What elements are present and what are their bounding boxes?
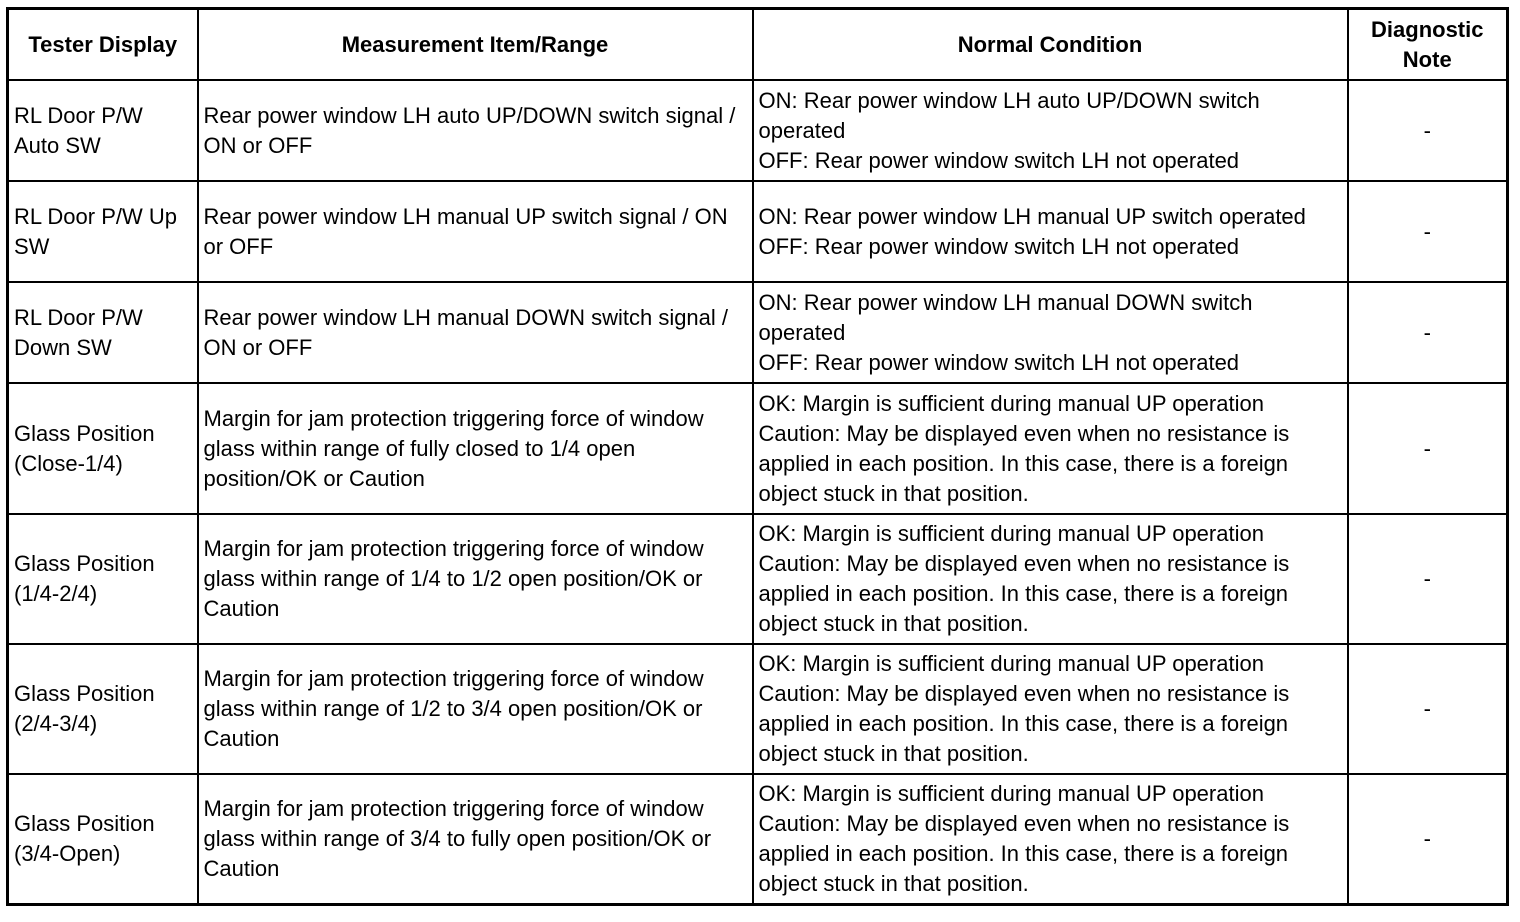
cell-tester-display: Glass Position (1/4-2/4)	[8, 514, 198, 644]
cell-tester-display: RL Door P/W Up SW	[8, 181, 198, 282]
normal-caution-text: Caution: May be displayed even when no resistance is applied in each position. In this case, there is a foreign object stuck in that position.	[758, 811, 1290, 896]
cell-measurement: Rear power window LH manual DOWN switch signal / ON or OFF	[198, 282, 753, 383]
cell-diagnostic-note: -	[1348, 282, 1508, 383]
normal-caution-text: Caution: May be displayed even when no resistance is applied in each position. In this case, there is a foreign object stuck in that position.	[758, 420, 1290, 506]
cell-measurement: Margin for jam protection triggering force of window glass within range of fully closed to 1/4 open position/OK or Caution	[198, 383, 753, 514]
cell-normal-condition	[753, 383, 1348, 514]
cell-tester-display: RL Door P/W Down SW	[8, 282, 198, 383]
cell-normal-condition	[753, 774, 1348, 905]
table-row	[8, 282, 1508, 383]
table-row	[8, 644, 1508, 774]
data-list-table	[6, 7, 1509, 906]
normal-caution-text: Caution: May be displayed even when no resistance is applied in each position. In this case, there is a foreign object stuck in that position.	[758, 551, 1290, 636]
table-row	[8, 774, 1508, 905]
cell-tester-display: Glass Position (3/4-Open)	[8, 774, 198, 905]
cell-diagnostic-note: -	[1348, 644, 1508, 774]
table-row	[8, 80, 1508, 181]
table-body	[8, 80, 1508, 905]
normal-on-text: ON: Rear power window LH auto UP/DOWN switch operated	[758, 87, 1260, 143]
normal-on-text: ON: Rear power window LH manual UP switch operated	[758, 203, 1306, 229]
cell-normal-condition	[753, 282, 1348, 383]
cell-diagnostic-note: -	[1348, 80, 1508, 181]
normal-ok-text: OK: Margin is sufficient during manual UP operation	[758, 781, 1264, 806]
cell-measurement: Margin for jam protection triggering force of window glass within range of 3/4 to fully open position/OK or Caution	[198, 774, 753, 905]
cell-normal-condition	[753, 514, 1348, 644]
cell-tester-display: Glass Position (2/4-3/4)	[8, 644, 198, 774]
header-tester-display: Tester Display	[8, 9, 198, 81]
normal-ok-text: OK: Margin is sufficient during manual UP operation	[758, 521, 1264, 546]
cell-tester-display: RL Door P/W Auto SW	[8, 80, 198, 181]
cell-normal-condition	[753, 644, 1348, 774]
cell-measurement: Rear power window LH auto UP/DOWN switch signal / ON or OFF	[198, 80, 753, 181]
cell-measurement: Margin for jam protection triggering force of window glass within range of 1/4 to 1/2 open position/OK or Caution	[198, 514, 753, 644]
cell-diagnostic-note: -	[1348, 181, 1508, 282]
cell-normal-condition	[753, 181, 1348, 282]
table-header	[8, 9, 1508, 81]
table-row	[8, 181, 1508, 282]
header-normal-condition: Normal Condition	[753, 9, 1348, 81]
header-row	[8, 9, 1508, 81]
normal-on-text: ON: Rear power window LH manual DOWN switch operated	[758, 289, 1253, 345]
table-row	[8, 514, 1508, 644]
cell-normal-condition	[753, 80, 1348, 181]
table-row	[8, 383, 1508, 514]
header-measurement: Measurement Item/Range	[198, 9, 753, 81]
cell-diagnostic-note: -	[1348, 774, 1508, 905]
normal-ok-text: OK: Margin is sufficient during manual UP operation	[758, 390, 1264, 416]
normal-off-text: OFF: Rear power window switch LH not operated	[758, 349, 1240, 375]
header-diagnostic-note: Diagnostic Note	[1348, 9, 1508, 81]
cell-diagnostic-note: -	[1348, 514, 1508, 644]
cell-diagnostic-note: -	[1348, 383, 1508, 514]
normal-ok-text: OK: Margin is sufficient during manual UP operation	[758, 651, 1264, 676]
normal-off-text: OFF: Rear power window switch LH not operated	[758, 233, 1240, 259]
cell-tester-display: Glass Position (Close-1/4)	[8, 383, 198, 514]
cell-measurement: Rear power window LH manual UP switch signal / ON or OFF	[198, 181, 753, 282]
cell-measurement: Margin for jam protection triggering force of window glass within range of 1/2 to 3/4 open position/OK or Caution	[198, 644, 753, 774]
normal-caution-text: Caution: May be displayed even when no resistance is applied in each position. In this case, there is a foreign object stuck in that position.	[758, 681, 1290, 766]
normal-off-text: OFF: Rear power window switch LH not operated	[758, 147, 1240, 173]
